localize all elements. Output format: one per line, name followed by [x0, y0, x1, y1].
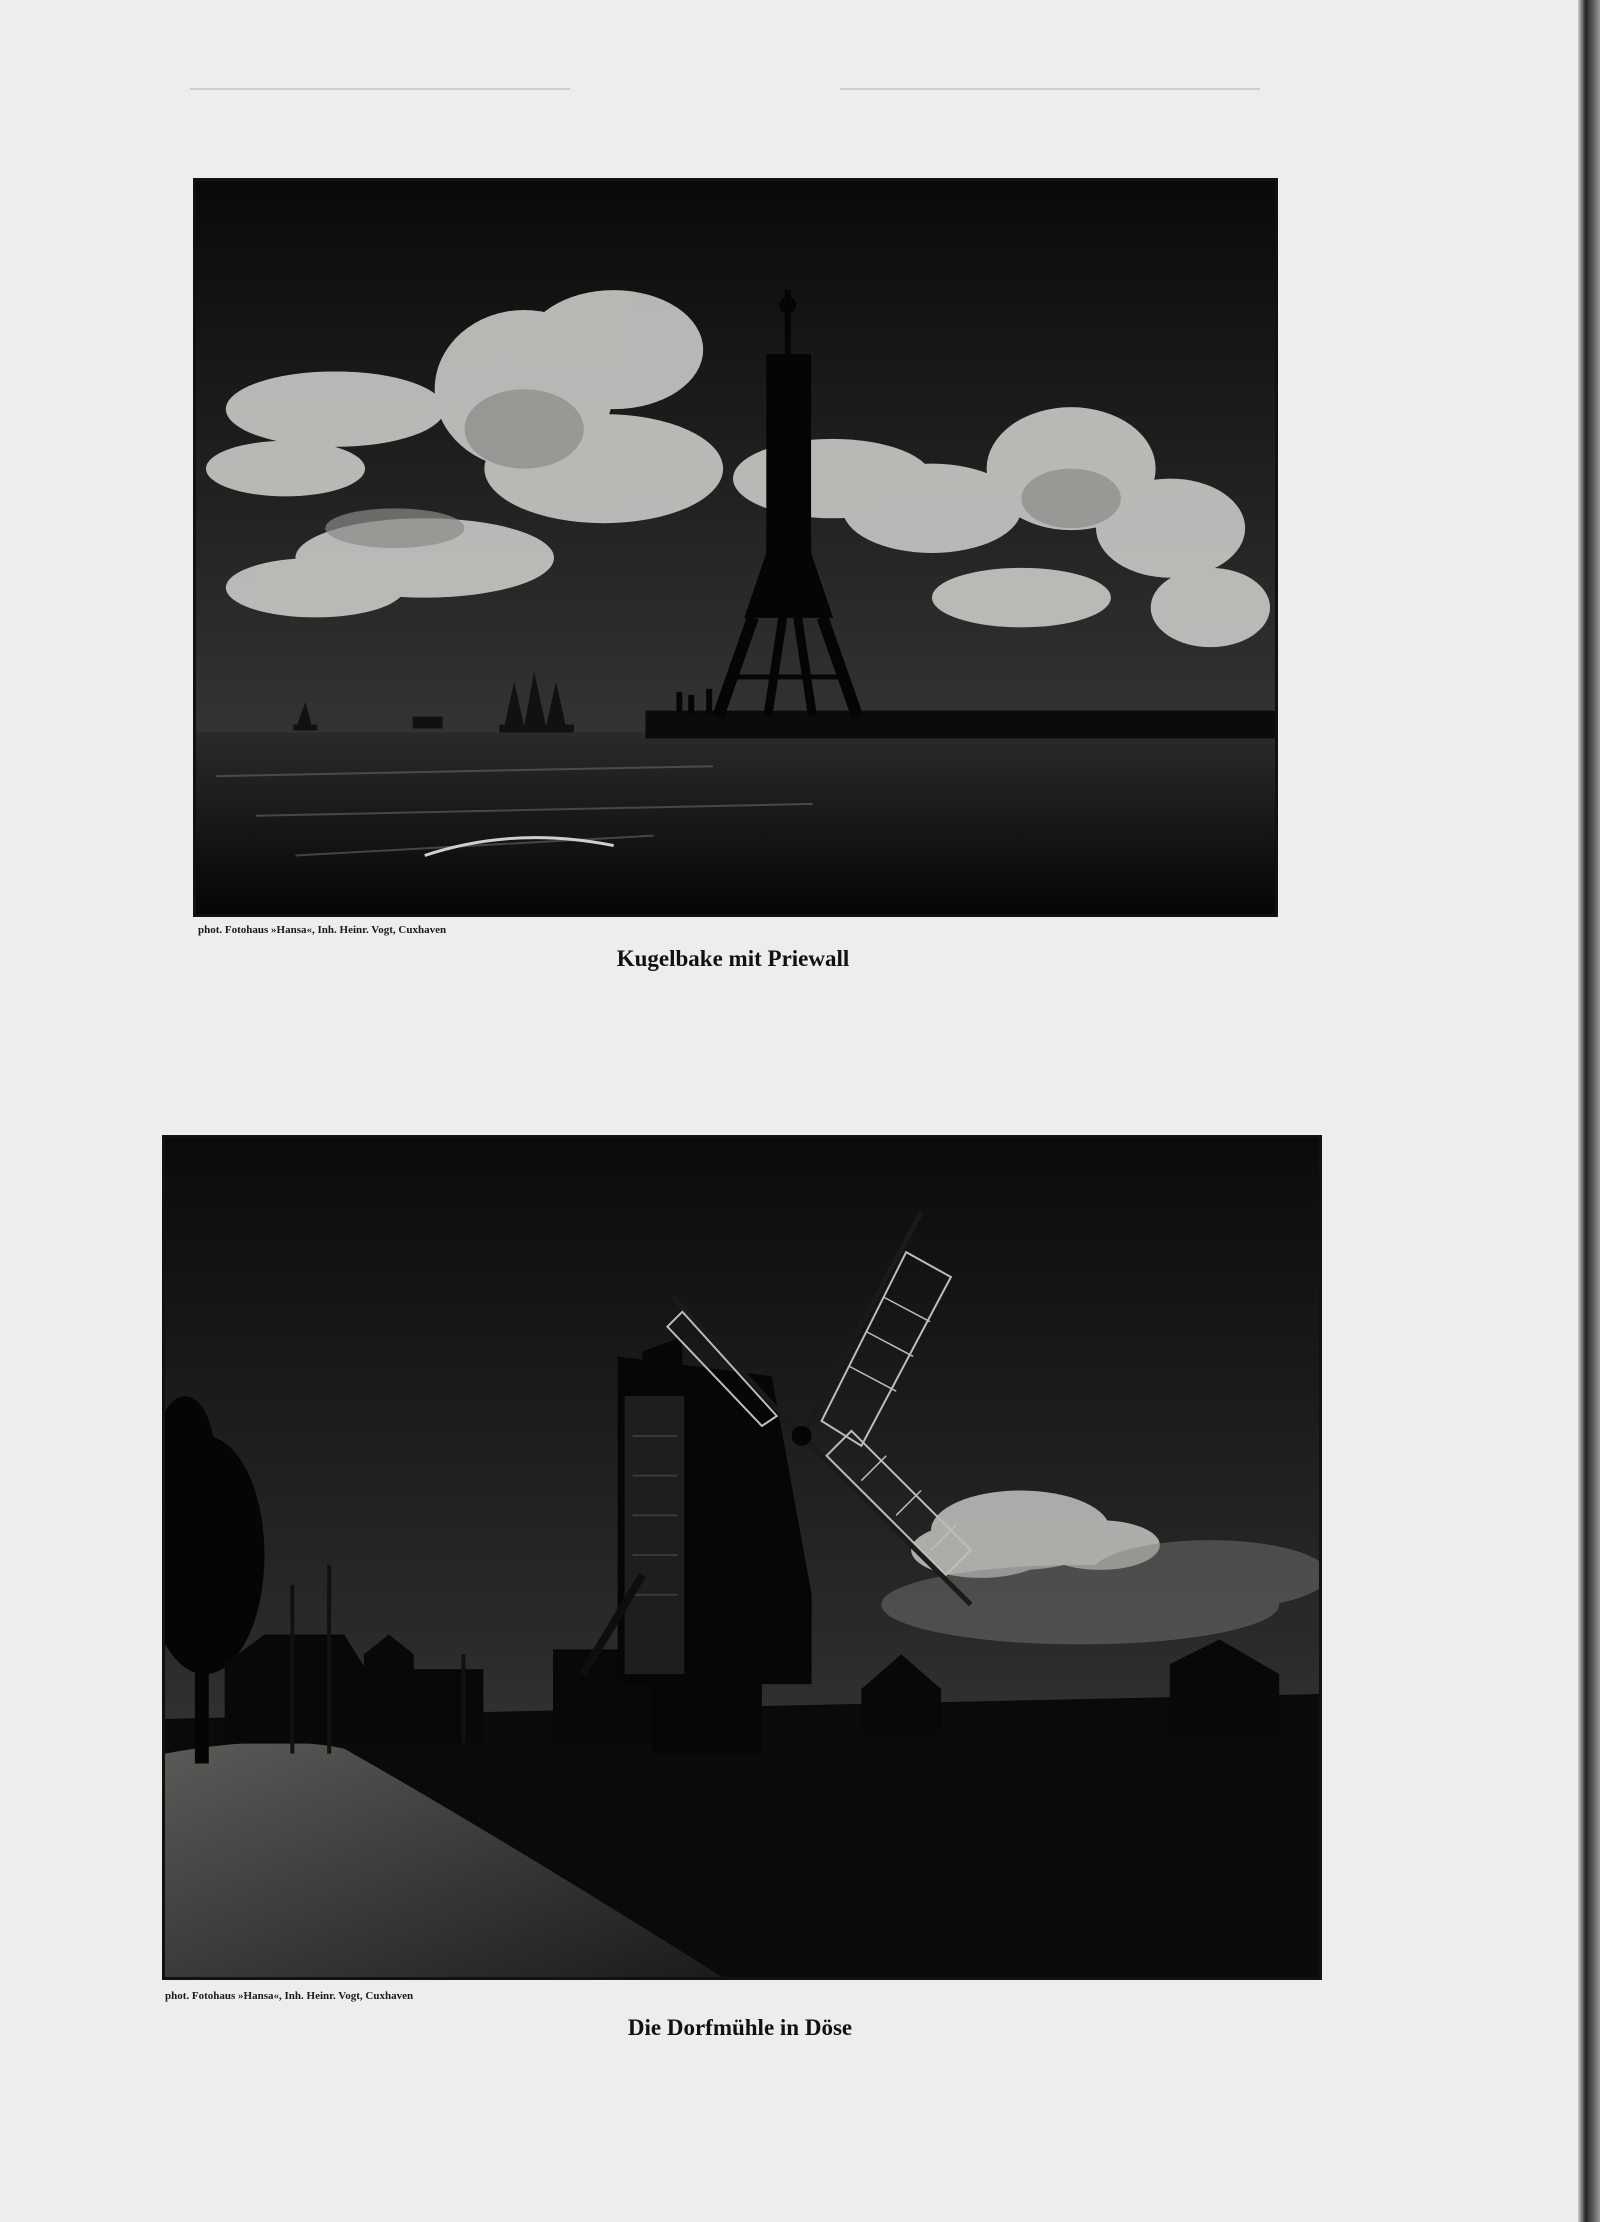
photo-caption: Kugelbake mit Priewall: [616, 946, 850, 971]
photo-credit: phot. Fotohaus »Hansa«, Inh. Heinr. Vogt, Cuxhaven: [165, 1990, 414, 2002]
bleed-through-text: [840, 88, 1260, 90]
windmill-illustration: [165, 1138, 1319, 1977]
photo-windmill: [162, 1135, 1322, 1980]
photo-caption: Die Dorfmühle in Döse: [627, 2015, 853, 2040]
bleed-through-text: [190, 88, 570, 90]
kugelbake-illustration: [196, 181, 1275, 914]
scanned-page-edge: [1578, 0, 1600, 2222]
photo-kugelbake: [193, 178, 1278, 917]
photo-credit: phot. Fotohaus »Hansa«, Inh. Heinr. Vogt, Cuxhaven: [198, 924, 447, 936]
